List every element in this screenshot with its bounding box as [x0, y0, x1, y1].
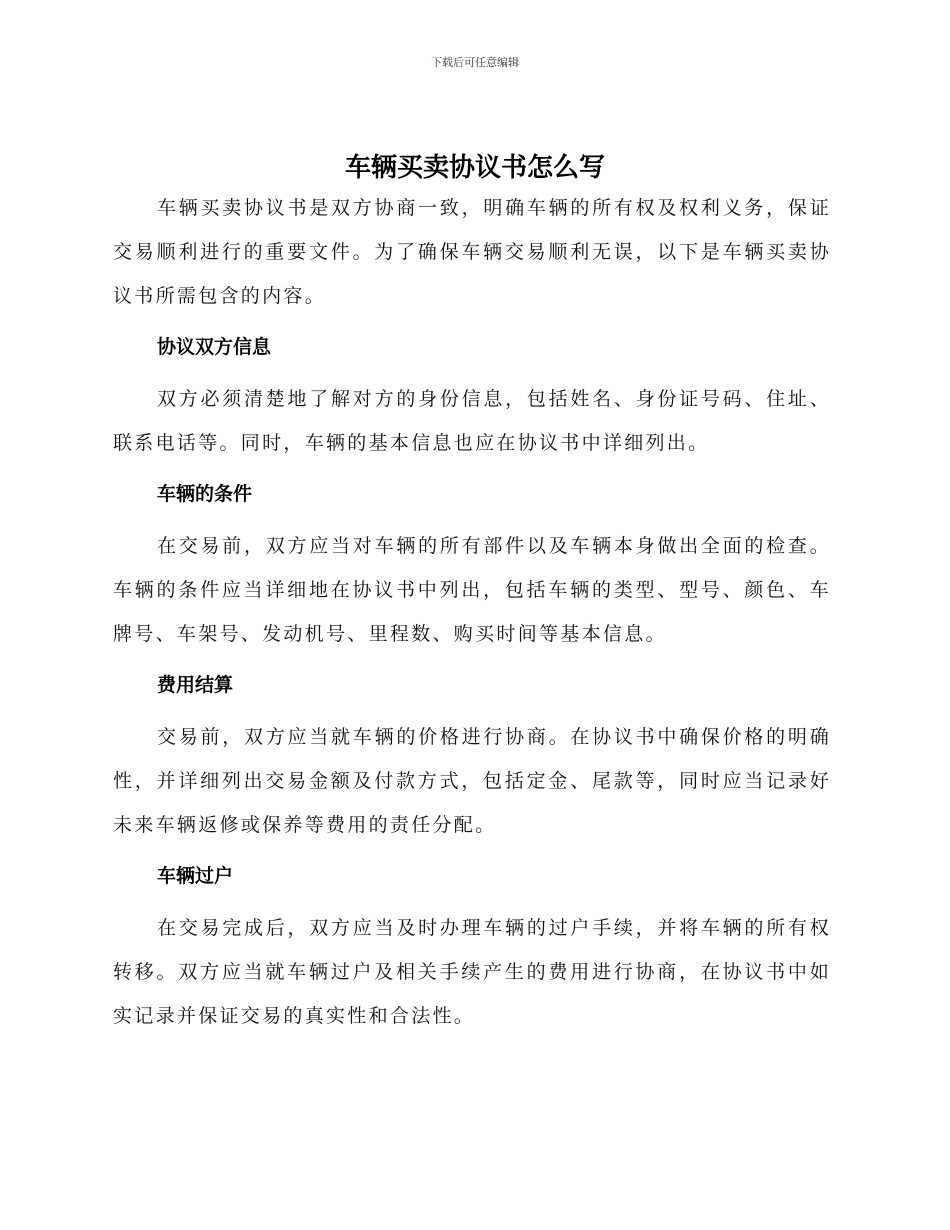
- document-title: 车辆买卖协议书怎么写: [344, 153, 605, 183]
- section-text-payment: 交易前，双方应当就车辆的价格进行协商。在协议书中确保价格的明确性，并详细列出交易金额及付款方式，包括定金、尾款等，同时应当记录好未来车辆返修或保养等费用的责任分配。: [113, 726, 831, 836]
- intro-paragraph: 车辆买卖协议书是双方协商一致，明确车辆的所有权及权利义务，保证交易顺利进行的重要文件。为了确保车辆交易顺利无误，以下是车辆买卖协议书所需包含的内容。: [113, 197, 831, 307]
- header-note: 下载后可任意编辑: [431, 56, 519, 69]
- section-heading-transfer: 车辆过户: [157, 865, 234, 887]
- section-text-parties: 双方必须清楚地了解对方的身份信息，包括姓名、身份证号码、住址、联系电话等。同时，车辆的基本信息也应在协议书中详细列出。: [113, 388, 831, 454]
- section-text-vehicle-condition: 在交易前，双方应当对车辆的所有部件以及车辆本身做出全面的检查。车辆的条件应当详细地在协议书中列出，包括车辆的类型、型号、颜色、车牌号、车架号、发动机号、里程数、购买时间等基本信息。: [113, 535, 831, 645]
- section-heading-parties: 协议双方信息: [157, 336, 272, 358]
- section-heading-vehicle-condition: 车辆的条件: [157, 483, 253, 505]
- section-heading-payment: 费用结算: [157, 674, 234, 696]
- section-text-transfer: 在交易完成后，双方应当及时办理车辆的过户手续，并将车辆的所有权转移。双方应当就车辆过户及相关手续产生的费用进行协商，在协议书中如实记录并保证交易的真实性和合法性。: [113, 917, 831, 1027]
- document-body: [113, 186, 831, 1038]
